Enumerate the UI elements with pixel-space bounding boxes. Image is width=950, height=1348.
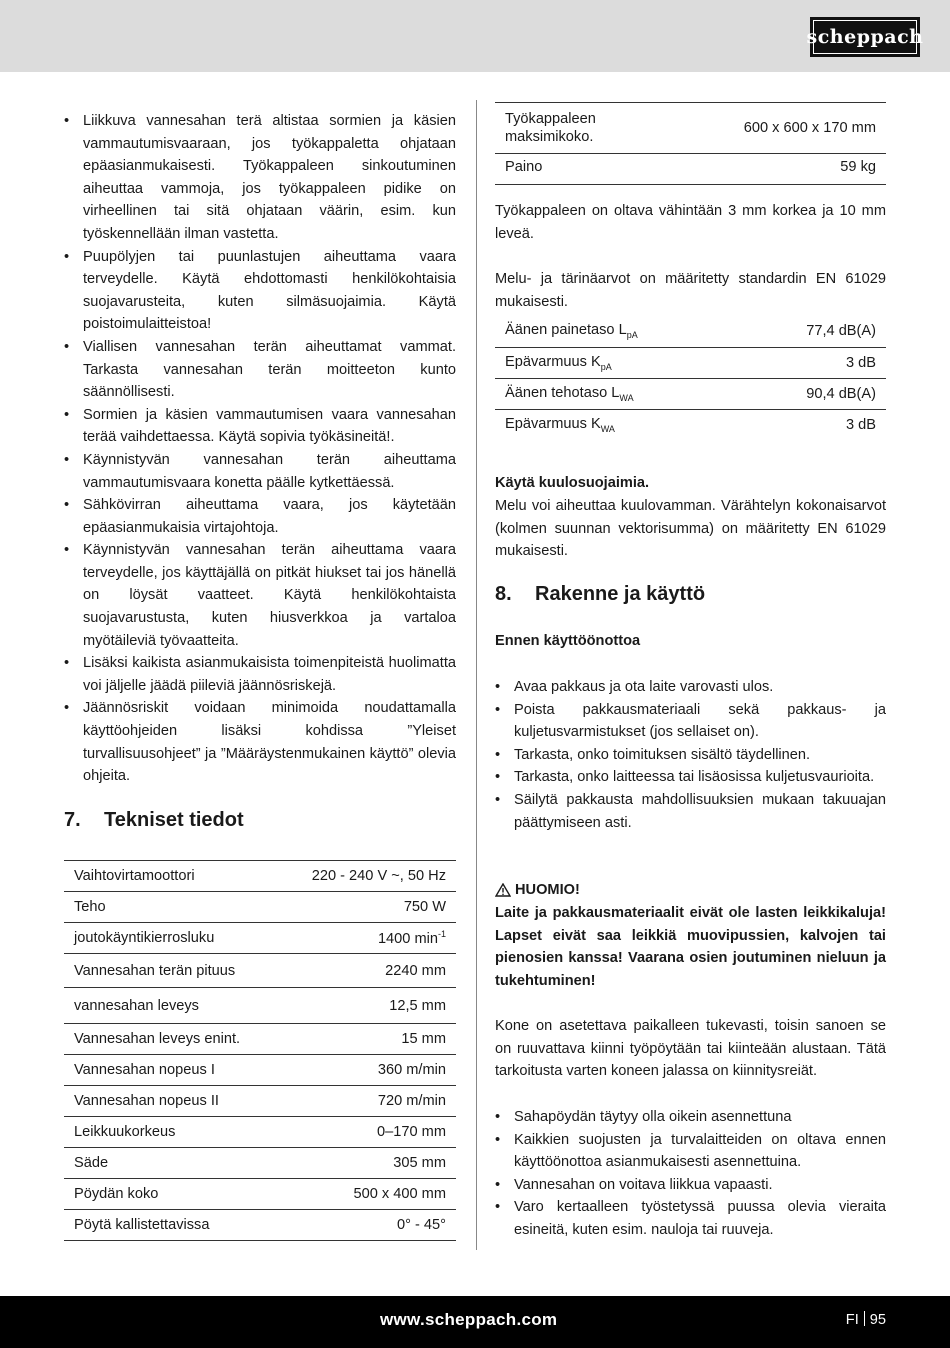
noise-table (495, 316, 886, 440)
table-row (64, 954, 456, 988)
table-row (64, 1024, 456, 1055)
noise-label-subscript: pA (600, 361, 612, 372)
hearing-protection-text: Melu voi aiheuttaa kuulovamman. Värähtelyn kokonaisarvot (kolmen suunnan vektorisumma) on määritetty EN 61029 mukaisesti. (495, 498, 886, 560)
spec-value: 750 W (278, 892, 456, 923)
spec-value-cell (278, 923, 456, 954)
footer-bar (0, 1296, 950, 1348)
section-7-heading (64, 809, 244, 832)
spec-value: 12,5 mm (278, 988, 456, 1024)
warning-text: Laite ja pakkausmateriaalit eivät ole lasten leikkikaluja! Lapset eivät saa leikkiä muovipussien, kalvojen tai pienosien kanssa! Vaarana osien joutuminen nieluun ja tukehtuminen! (495, 905, 886, 989)
list-item: • Viallisen vannesahan terän aiheuttamat vammat. Tarkasta vannesahan terän moitteeton kunto säännöllisesti. (64, 336, 456, 404)
hazard-list (64, 110, 456, 788)
table-row (64, 1117, 456, 1148)
table-row (64, 861, 456, 892)
list-item: • Poista pakkausmateriaali sekä pakkaus- ja kuljetusvarmistukset (jos sellaiset on). (495, 699, 886, 744)
spec-label: Vannesahan nopeus II (64, 1086, 278, 1117)
spec-label: Vannesahan terän pituus (64, 954, 278, 988)
table-row (64, 1055, 456, 1086)
spec-label: Vaihtovirtamoottori (64, 861, 278, 892)
spec-label: Paino (495, 154, 665, 185)
noise-value: 3 dB (741, 347, 886, 378)
spec-value: 0–170 mm (278, 1117, 456, 1148)
setup-list (495, 1106, 886, 1242)
spec-value-exponent: -1 (437, 929, 446, 940)
before-use-list (495, 676, 886, 834)
list-item: • Jäännösriskit voidaan minimoida noudattamalla käyttöohjeiden lisäksi kohdissa ”Yleiset turvallisuusohjeet” ja ”Määräystenmukainen käyttö” olevia ohjeita. (64, 697, 456, 787)
spec-label: Pöydän koko (64, 1179, 278, 1210)
noise-label-cell (495, 378, 741, 409)
table-row (64, 892, 456, 923)
language-code: FI (845, 1312, 859, 1328)
spec-label: Vannesahan nopeus I (64, 1055, 278, 1086)
dimension-spec-table (495, 102, 886, 185)
noise-value: 77,4 dB(A) (741, 316, 886, 347)
spec-value: 600 x 600 x 170 mm (665, 103, 886, 154)
noise-label: Äänen painetaso L (505, 322, 627, 339)
noise-label-subscript: pA (626, 330, 638, 341)
noise-label-subscript: WA (600, 423, 615, 434)
list-item: • Tarkasta, onko laitteessa tai lisäosissa kuljetusvaurioita. (495, 766, 886, 789)
list-item: • Puupölyjen tai puunlastujen aiheuttama vaara terveydelle. Käytä ehdottomasti henkilökohtaisia suojavarusteita, kuten silmäsuojaimia. Käytä poistoimulaitteistoa! (64, 246, 456, 336)
table-row (495, 378, 886, 409)
spec-value: 0° - 45° (278, 1210, 456, 1241)
spec-value: 500 x 400 mm (278, 1179, 456, 1210)
spec-value: 59 kg (665, 154, 886, 185)
section-8-heading (495, 583, 705, 606)
noise-label-cell (495, 316, 741, 347)
spec-value: 305 mm (278, 1148, 456, 1179)
brand-logo-text: scheppach (813, 20, 917, 54)
noise-label: Äänen tehotaso L (505, 384, 620, 401)
spec-value: 2240 mm (278, 954, 456, 988)
list-item: • Sormien ja käsien vammautumisen vaara vannesahan terää vaihdettaessa. Käytä sopivia työkäsineitä!. (64, 404, 456, 449)
list-item: • Sahapöydän täytyy olla oikein asennettuna (495, 1106, 886, 1129)
noise-value: 3 dB (845, 416, 876, 433)
noise-label: Epävarmuus K (505, 415, 601, 432)
table-row (495, 316, 886, 347)
page-indicator (846, 1311, 886, 1328)
table-row (64, 923, 456, 954)
noise-label-subscript: WA (619, 392, 634, 403)
section-number: 8. (495, 583, 512, 605)
list-item: • Liikkuva vannesahan terä altistaa sormien ja käsien vammautumisvaaraan, jos työkappaletta ohjataan epäasianmukaisesti. Työkappaleen sinkoutuminen aiheuttaa vammoja, jos työkappaleen pidike on virheellinen tai sitä ohjataan väärin, esim. kun työskennellään ilman vastetta. (64, 110, 456, 246)
table-row (495, 103, 886, 154)
warning-icon (495, 883, 511, 897)
setup-text: Kone on asetettava paikalleen tukevasti, toisin sanoen se on ruuvattava kiinni työpöytään tai kiinteään alustaan. Tätä tarkoitusta varten koneen jalassa on kiinnitysreiät. (495, 1018, 886, 1080)
before-use-title: Ennen käyttöönottoa (495, 633, 641, 649)
noise-label: Epävarmuus K (505, 353, 601, 370)
list-item: • Avaa pakkaus ja ota laite varovasti ulos. (495, 676, 886, 699)
table-row (64, 988, 456, 1024)
page-number: 95 (869, 1312, 886, 1328)
section-title: Rakenne ja käyttö (535, 583, 706, 605)
spec-label: Teho (64, 892, 278, 923)
spec-value: 1400 min (377, 930, 438, 947)
list-item: • Lisäksi kaikista asianmukaisista toimenpiteistä huolimatta voi jäljelle jäädä piileviä jäännösriskejä. (64, 652, 456, 697)
spec-label: vannesahan leveys (64, 988, 278, 1024)
spec-value: 220 - 240 V ~, 50 Hz (278, 861, 456, 892)
spec-label: Työkappaleen maksimikoko. (495, 103, 665, 154)
list-item: • Vannesahan on voitava liikkua vapaasti. (495, 1174, 886, 1197)
table-row (495, 347, 886, 378)
section-title: Tekniset tiedot (104, 809, 244, 831)
tech-spec-table (64, 860, 456, 1241)
list-item: • Käynnistyvän vannesahan terän aiheuttama vaara terveydelle, jos käyttäjällä on pitkät hiukset tai jos hänellä on löysät vaatteet. Käytä henkilökohtaista suojavarustusta, kuten hiusverkkoa ja vartaloa myötäileviä työvaatteita. (64, 539, 456, 652)
list-item: • Varo kertaalleen työstetyssä puussa olevia vieraita esineitä, kuten esim. nauloja tai ruuveja. (495, 1196, 886, 1241)
noise-label-cell (495, 409, 741, 440)
list-item: • Käynnistyvän vannesahan terän aiheuttama vammautumisvaara konetta päälle kytkettäessä. (64, 449, 456, 494)
noise-label-cell (495, 347, 741, 378)
footer-website-link[interactable]: www.scheppach.com (380, 1310, 558, 1329)
spec-value: 15 mm (278, 1024, 456, 1055)
spec-label: Pöytä kallistettavissa (64, 1210, 278, 1241)
table-row (64, 1148, 456, 1179)
spec-value: 720 m/min (278, 1086, 456, 1117)
table-row (64, 1086, 456, 1117)
page-separator (864, 1311, 865, 1326)
list-item: • Säilytä pakkausta mahdollisuuksien mukaan takuuajan päättymiseen asti. (495, 789, 886, 834)
table-row (64, 1179, 456, 1210)
noise-standard-note: Melu- ja tärinäarvot on määritetty standardin EN 61029 mukaisesti. (495, 271, 886, 310)
list-item: • Kaikkien suojusten ja turvalaitteiden on oltava ennen käyttöönottoa asianmukaisesti asennettuina. (495, 1129, 886, 1174)
list-item: • Tarkasta, onko toimituksen sisältö täydellinen. (495, 744, 886, 767)
spec-label: Leikkuukorkeus (64, 1117, 278, 1148)
noise-value: 90,4 dB(A) (741, 378, 886, 409)
warning-title: HUOMIO! (515, 882, 580, 898)
spec-value: 360 m/min (278, 1055, 456, 1086)
workpiece-note: Työkappaleen on oltava vähintään 3 mm korkea ja 10 mm leveä. (495, 203, 886, 242)
spec-label: joutokäyntikierrosluku (64, 923, 278, 954)
warning-heading (495, 879, 886, 902)
brand-logo (806, 17, 924, 57)
list-item: • Sähkövirran aiheuttama vaara, jos käytetään epäasianmukaisia virtajohtoja. (64, 494, 456, 539)
spec-label: Säde (64, 1148, 278, 1179)
table-row (495, 154, 886, 185)
hearing-protection-title: Käytä kuulosuojaimia. (495, 475, 650, 491)
table-row (495, 409, 886, 440)
section-number: 7. (64, 809, 81, 831)
spec-label: Vannesahan leveys enint. (64, 1024, 278, 1055)
table-row (64, 1210, 456, 1241)
column-divider (476, 100, 477, 1250)
